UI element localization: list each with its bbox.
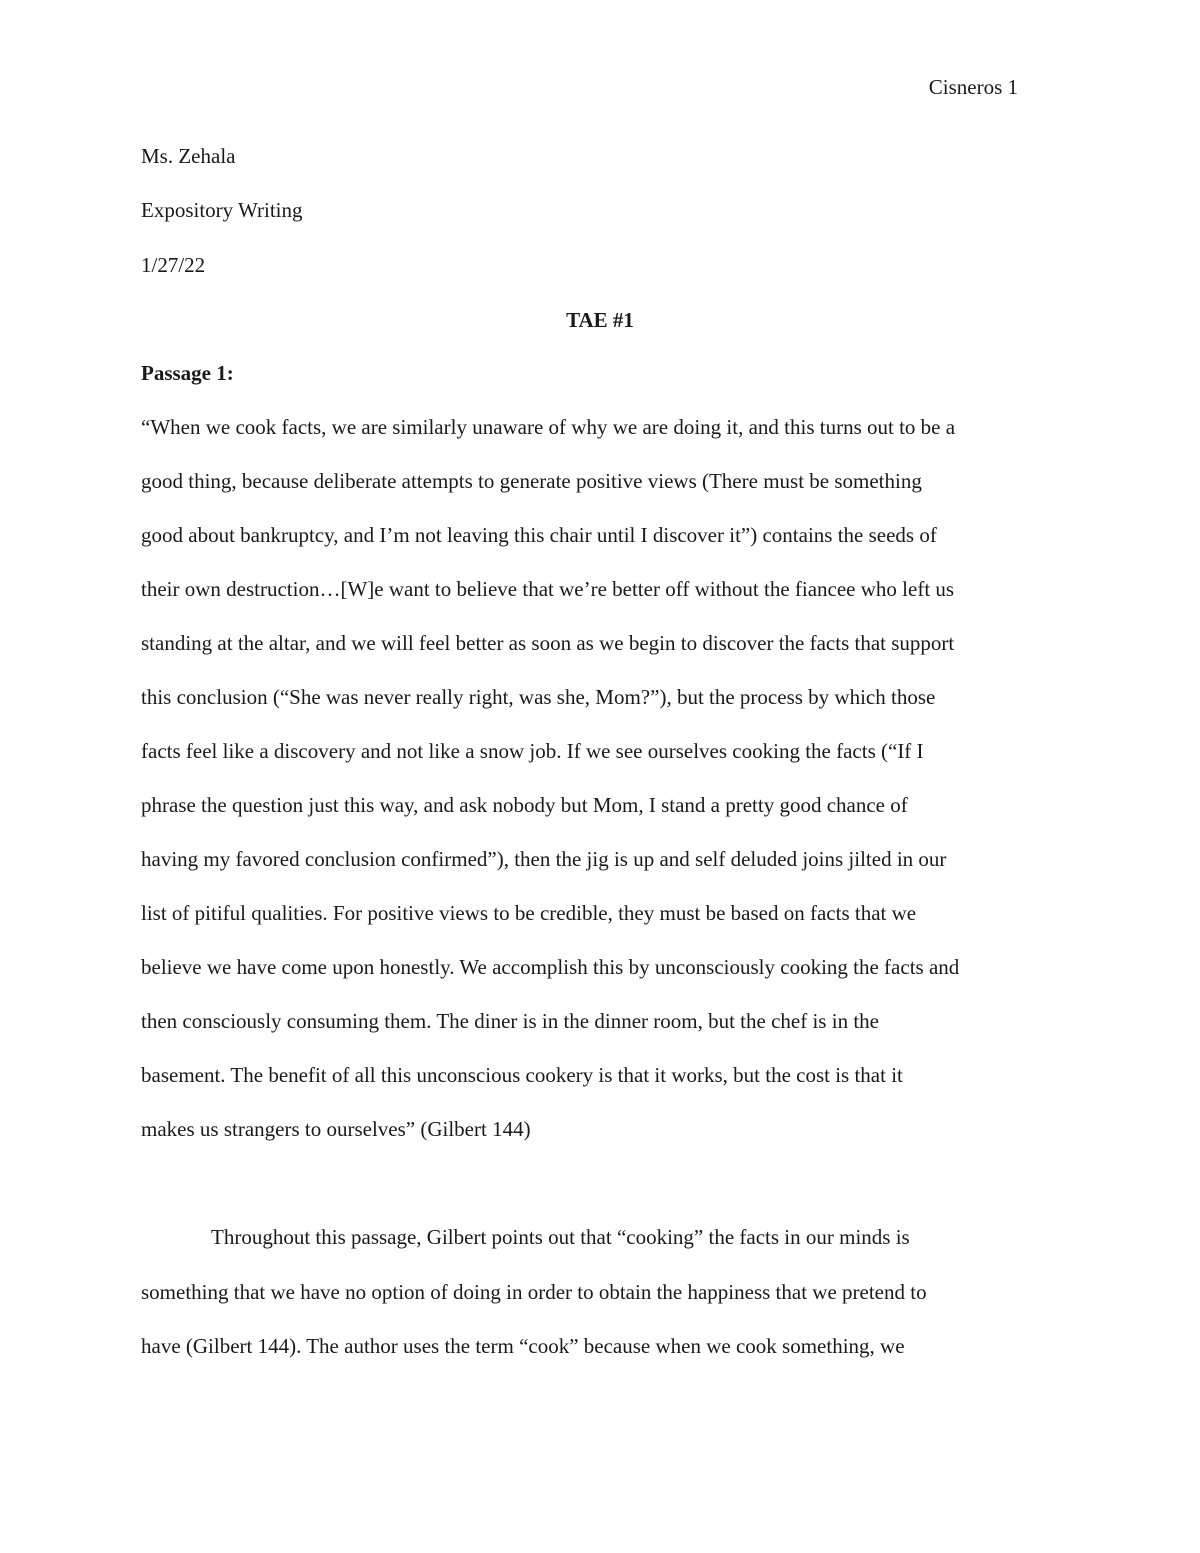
quote-line: basement. The benefit of all this unconscious cookery is that it works, but the cost is that it [141,1063,903,1087]
quote-line: phrase the question just this way, and ask nobody but Mom, I stand a pretty good chance of [141,793,908,817]
body-line: Throughout this passage, Gilbert points out that “cooking” the facts in our minds is [211,1225,910,1249]
body-line: have (Gilbert 144). The author uses the term “cook” because when we cook something, we [141,1334,905,1358]
body-line: something that we have no option of doing in order to obtain the happiness that we pretend to [141,1280,927,1304]
quote-line: good thing, because deliberate attempts to generate positive views (There must be something [141,469,922,493]
quote-line: standing at the altar, and we will feel better as soon as we begin to discover the facts that support [141,631,955,655]
document-date: 1/27/22 [141,253,206,277]
quote-line: then consciously consuming them. The diner is in the dinner room, but the chef is in the [141,1009,879,1033]
quote-line: “When we cook facts, we are similarly unaware of why we are doing it, and this turns out to be a [141,415,956,439]
quote-line: good about bankruptcy, and I’m not leaving this chair until I discover it”) contains the seeds of [141,523,937,547]
quote-line: list of pitiful qualities. For positive views to be credible, they must be based on facts that we [141,901,917,925]
document-title: TAE #1 [566,308,634,332]
passage-label: Passage 1: [141,361,234,385]
quote-line: having my favored conclusion confirmed”), then the jig is up and self deluded joins jilted in our [141,847,947,871]
course-name: Expository Writing [141,198,303,222]
quote-line: believe we have come upon honestly. We accomplish this by unconsciously cooking the facts and [141,955,960,979]
page-header-number: Cisneros 1 [928,75,1018,99]
quote-line: their own destruction…[W]e want to believe that we’re better off without the fiancee who left us [141,577,955,601]
quote-line: this conclusion (“She was never really right, was she, Mom?”), but the process by which those [141,685,936,709]
quote-line: makes us strangers to ourselves” (Gilbert 144) [141,1117,531,1141]
quote-line: facts feel like a discovery and not like a snow job. If we see ourselves cooking the facts (“If I [141,739,924,763]
instructor-name: Ms. Zehala [141,144,236,168]
